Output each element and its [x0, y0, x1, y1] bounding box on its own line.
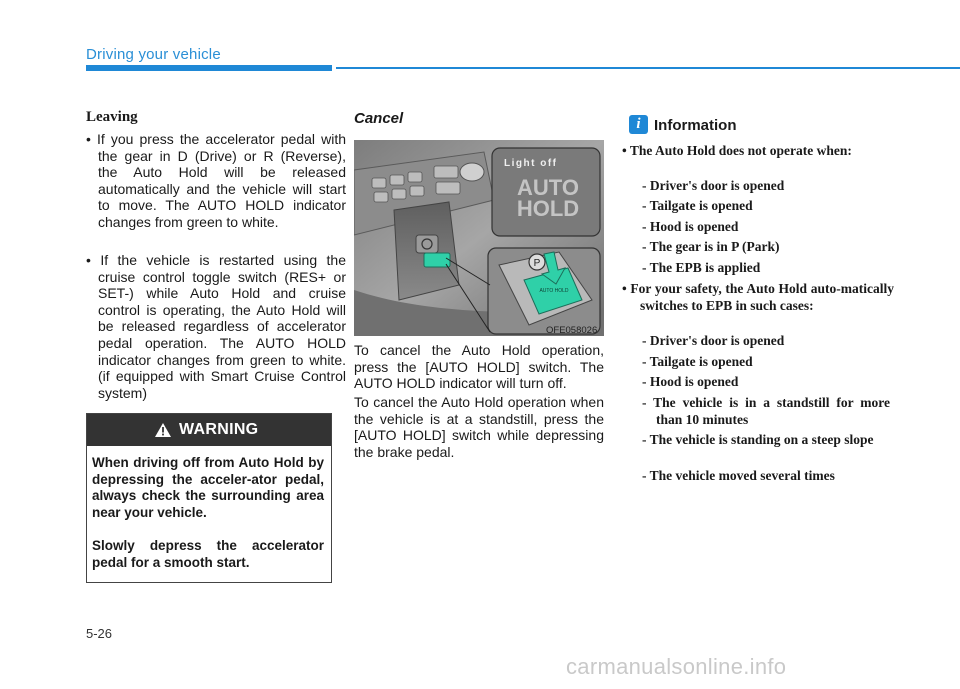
- info-bullet: • The Auto Hold does not operate when:: [622, 143, 852, 158]
- cancel-heading: Cancel: [354, 110, 404, 127]
- info-list-item: - The gear is in P (Park): [642, 239, 780, 254]
- figure-caption: OFE058026: [546, 325, 598, 336]
- info-list-item: - Hood is opened: [642, 374, 739, 389]
- indicator-status-label: Light off: [504, 158, 558, 169]
- info-list-item: - The EPB is applied: [642, 260, 761, 275]
- auto-hold-switch-figure: [354, 140, 604, 336]
- info-list-item: - Driver's door is opened: [642, 178, 785, 193]
- indicator-text: AUTO: [517, 175, 579, 200]
- info-list-item: - Driver's door is opened: [642, 333, 785, 348]
- park-symbol: P: [533, 258, 541, 269]
- info-list-item: - Tailgate is opened: [642, 198, 753, 213]
- information-heading: Information: [654, 117, 737, 134]
- page-number: 5-26: [86, 626, 113, 641]
- info-bullet: • For your safety, the Auto Hold auto-matically switches to EPB in such cases:: [622, 281, 894, 313]
- warning-text: Slowly depress the accelerator pedal for a smooth start.: [92, 538, 324, 570]
- warning-text: When driving off from Auto Hold by depressing the acceler-ator pedal, always check the surrounding area near your vehicle.: [92, 455, 324, 520]
- header-rule: [336, 67, 960, 69]
- leaving-bullet: • If you press the accelerator pedal with the gear in D (Drive) or R (Reverse), the Auto Hold will be released automatically and the vehicle will start to move. The AUTO HOLD indicator changes from green to white.: [86, 131, 346, 230]
- cancel-paragraph: To cancel the Auto Hold operation, press the [AUTO HOLD] switch. The AUTO HOLD indicator will turn off.: [354, 342, 604, 392]
- cancel-paragraph: To cancel the Auto Hold operation when the vehicle is at a standstill, press the [AUTO HOLD] switch while depressing the brake pedal.: [354, 394, 604, 460]
- leaving-bullet: • If the vehicle is restarted using the cruise control toggle switch (RES+ or SET-) while Auto Hold and cruise control is operating, the Auto Hold will be released regardless of accelerator pedal operation. The AUTO HOLD indicator changes from green to white. (if equipped with Smart Cruise Control system): [86, 252, 346, 401]
- warning-label: WARNING: [179, 421, 259, 438]
- info-icon: i: [629, 115, 648, 134]
- info-list-item: - Hood is opened: [642, 219, 739, 234]
- header-bar: [86, 65, 332, 71]
- section-title: Driving your vehicle: [86, 46, 221, 63]
- watermark: carmanualsonline.info: [566, 654, 787, 679]
- switch-label: AUTO HOLD: [539, 288, 569, 294]
- indicator-text: HOLD: [516, 196, 580, 221]
- info-list-item: - The vehicle moved several times: [642, 468, 835, 483]
- warning-box: [86, 413, 332, 583]
- warning-header: [87, 414, 331, 446]
- warning-triangle-icon: [155, 423, 171, 437]
- info-list-item: - The vehicle is standing on a steep slope: [642, 432, 874, 447]
- leaving-heading: Leaving: [86, 109, 138, 125]
- info-list-item: - The vehicle is in a standstill for more than 10 minutes: [642, 395, 890, 427]
- info-list-item: - Tailgate is opened: [642, 354, 753, 369]
